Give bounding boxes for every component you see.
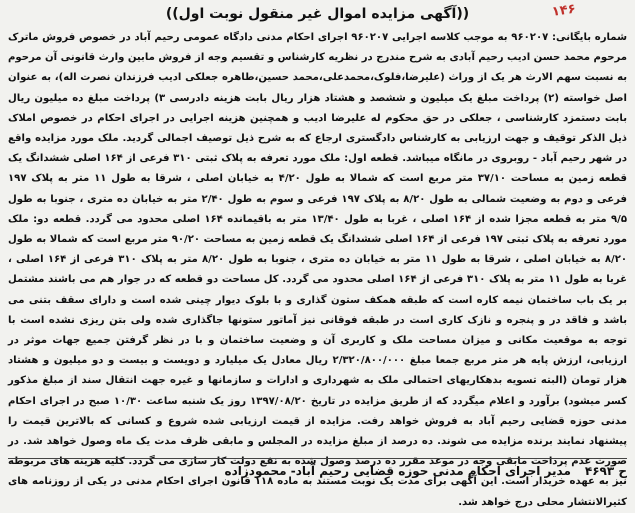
handwritten-mark: ۱۴۶ <box>550 1 577 20</box>
notice-footer <box>8 458 627 483</box>
signature-line: مدیر اجرای احکام مدنی حوزه قضایی رحیم آباد- محمودزاده <box>224 464 571 478</box>
notice-title: ((آگهی مزایده اموال غیر منقول نوبت اول)) <box>165 6 470 22</box>
notice-code: ح ۴۶۹۳ <box>584 464 627 478</box>
notice-body: شماره بایگانی: ۹۶۰۲۰۷ به موجب کلاسه اجرایی ۹۶۰۲۰۷ اجرای احکام مدنی دادگاه عمومی رحیم آباد در خصوص فروش ماترک مرحوم محمد حسن ادیب رحیم آبادی به شرح مندرج در نظریه کارشناس و تقسیم وجه از فروش مابین وارث قانونی آن مرحوم به نسبت سهم الارث هر یک از وراث (علیرضا،فلوک،محمدعلی،محمد حسین،طاهره جعلکی ادیب فرزندان نصرت اله)، به عنوان اصل خواسته (۲) پرداخت مبلغ یک میلیون و ششصد و هشتاد هزار ریال بابت هزینه دادرسی ۳) پرداخت مبلغ ده میلیون ریال بابت دستمزد کارشناسی ، جعلکی در حق محکوم له علیرضا ادیب و همچنین هزینه اجرایی در اجرای احکام در خصوص املاک ذیل الذکر توقیف و جهت ارزیابی به کارشناس دادگستری ارجاع که به شرح ذیل توصیف اجمالی گردید. ملک مورد مزایده واقع در شهر رحیم آباد - روبروی در مانگاه میباشد. قطعه اول: ملک مورد تعرفه به پلاک ثبتی ۳۱۰ فرعی از ۱۶۴ اصلی ششدانگ یک قطعه زمین به مساحت ۳۷/۱۰ متر مربع است که شمالا به طول ۴/۲۰ به خیابان اصلی ، شرقا به طول ۱۱ متر به پلاک ۱۹۷ فرعی و دوم به وضعیت شمالی به طول ۸/۲۰ به پلاک ۱۹۷ فرعی و سوم به طول ۲/۴۰ متر به خیابان ده متری ، جنوبا به طول ۹/۵ متر به قطعه مجزا شده از ۱۶۴ اصلی ، غربا به طول ۱۳/۴۰ متر به باقیمانده ۱۶۴ اصلی محدود می گردد. قطعه دو: ملک مورد تعرفه به پلاک ثبتی ۱۹۷ فرعی از ۱۶۴ اصلی ششدانگ یک قطعه زمین به مساحت ۹۰/۲۰ متر مربع است که شمالا به طول ۸/۲۰ به خیابان اصلی ، شرقا به طول ۱۱ متر به خیابان ده متری ، جنوبا به طول ۸/۲۰ متر به پلاک ۳۱۰ فرعی از ۱۶۴ اصلی ، غربا به طول ۱۱ متر به پلاک ۳۱۰ فرعی از ۱۶۴ اصلی محدود می گردد. کل مساحت دو قطعه که در جوار هم می باشند مشتمل بر یک باب ساختمان نیمه کاره است که طبقه همکف ستون گذاری و با بلوک دیوار چینی شده است و دارای سقف بتنی می باشد و فاقد در و پنجره و نازک کاری است در طبقه فوقانی نیز آماتور ستونها جاگذاری شده ولی بتن ریزی نشده است با توجه به موقعیت مکانی و میزان مساحت ملک و کاربری آن و وضعیت ساختمان و با در نظر گرفتن جمیع جهات موثر در ارزیابی، ارزش پایه هر متر مربع جمعا مبلغ ۲/۳۲۰/۸۰۰/۰۰۰ ریال معادل یک میلیارد و دویست و بیست و دو میلیون و هشتاد هزار تومان (البته تسویه بدهکاریهای احتمالی ملک به شهرداری و ادارات و سازمانها و غیره جهت انتقال سند از مبلغ مذکور کسر میشود) برآورد و اعلام میگردد که از طریق مزایده در تاریخ ۱۳۹۷/۰۸/۲۰ روز یک شنبه ساعت ۱۰/۳۰ صبح در اجرای احکام مدنی حوزه قضایی رحیم آباد به فروش خواهد رفت. مزایده از قیمت ارزیابی شده شروع و کسانی که بالاترین قیمت را پیشنهاد نمایند برنده مزایده می شوند. ده درصد از مبلغ مزایده در المجلس و مابقی ظرف مدت یک ماه وصول خواهد شد. در صورت عدم پرداخت مابقی وجه در موعد مقرر ده درصد وصول شده به نفع دولت کار سازی می گردد. کلیه هزینه های مربوطه نیز به عهده خریدار است. این آگهی برای مدت یک نوبت مستند به ماده ۱۱۸ قانون اجرای احکام مدنی در یکی از روزنامه های کثیرالانتشار محلی درج خواهد شد. <box>7 32 628 508</box>
